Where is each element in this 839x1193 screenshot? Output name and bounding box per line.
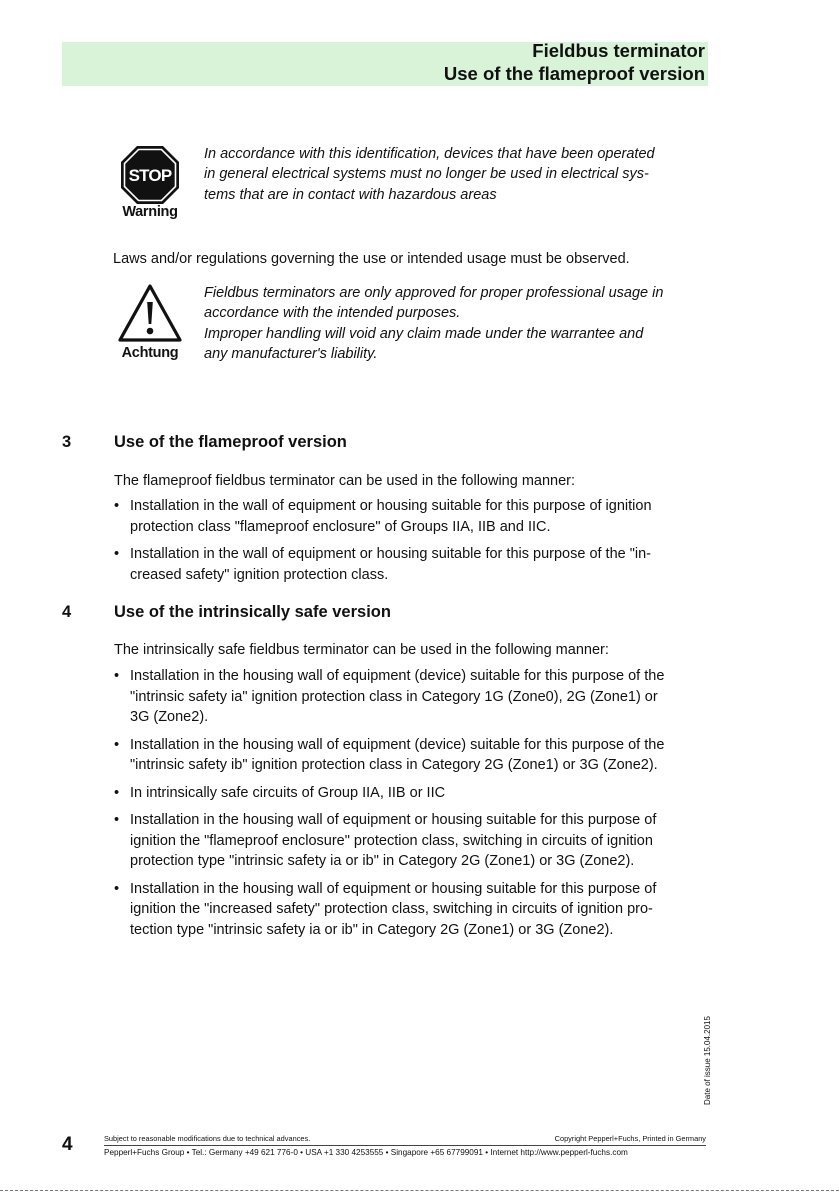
section-number: 3 — [62, 433, 72, 451]
list-item-line: Installation in the housing wall of equipment (device) suitable for this purpose of the — [130, 668, 665, 684]
list-item-line: Installation in the wall of equipment or housing suitable for this purpose of ignition — [130, 498, 652, 514]
caution-line: accordance with the intended purposes. — [204, 305, 461, 322]
footer-copyright: Copyright Pepperl+Fuchs, Printed in Germany — [554, 1134, 706, 1143]
bullet-glyph: • — [114, 546, 120, 562]
stop-sign-text: STOP — [128, 166, 172, 185]
warning-line: In accordance with this identification, devices that have been operated — [204, 146, 655, 162]
caution-line: Improper handling will void any claim made under the warrantee and — [204, 325, 644, 342]
list-item-line: Installation in the wall of equipment or housing suitable for this purpose of the "in- — [130, 546, 652, 562]
list-item — [114, 544, 708, 585]
caution-line: any manufacturer's liability. — [204, 345, 378, 362]
list-item-line: "intrinsic safety ib" ignition protection class in Category 2G (Zone1) or 3G (Zone2). — [130, 757, 658, 773]
list-item — [114, 879, 708, 941]
header-title: Fieldbus terminator — [532, 40, 705, 61]
bullet-list — [114, 496, 708, 592]
warning-icon-block — [112, 144, 188, 220]
section-title: Use of the intrinsically safe version — [114, 603, 391, 621]
list-item — [114, 496, 708, 537]
list-item-line: ignition the "increased safety" protection class, switching in circuits of ignition pro- — [130, 901, 653, 917]
bullet-glyph: • — [114, 784, 120, 801]
issue-date: Date of issue 15.04.2015 — [703, 1016, 712, 1105]
warning-line: in general electrical systems must no longer be used in electrical sys- — [204, 166, 649, 183]
section-intro: The flameproof fieldbus terminator can be used in the following manner: — [114, 473, 576, 489]
laws-statement: Laws and/or regulations governing the use or intended usage must be observed. — [113, 251, 630, 267]
header-subtitle: Use of the flameproof version — [443, 63, 705, 84]
page-cut-line — [0, 1190, 839, 1191]
caution-line: Fieldbus terminators are only approved for proper professional usage in — [204, 285, 664, 301]
list-item-line: creased safety" ignition protection class. — [130, 566, 389, 583]
list-item — [114, 810, 708, 872]
list-item — [114, 666, 708, 728]
caution-caption: Achtung — [121, 345, 179, 361]
warning-caption: Warning — [122, 204, 178, 220]
bullet-glyph: • — [114, 498, 120, 514]
section-number: 4 — [62, 603, 72, 621]
list-item-line: 3G (Zone2). — [130, 709, 209, 725]
list-item-line: protection class "flameproof enclosure" of Groups IIA, IIB and IIC. — [130, 518, 551, 535]
list-item-line: protection type "intrinsic safety ia or ib" in Category 2G (Zone1) or 3G (Zone2). — [130, 853, 635, 869]
bullet-list — [114, 666, 708, 947]
list-item-line: "intrinsic safety ia" ignition protection class in Category 1G (Zone0), 2G (Zone1) or — [130, 688, 658, 705]
page-number: 4 — [62, 1134, 73, 1155]
bullet-glyph: • — [114, 880, 120, 897]
list-item-line: Installation in the housing wall of equipment or housing suitable for this purpose of — [130, 880, 657, 897]
stop-sign-icon — [119, 144, 181, 206]
list-item-line: Installation in the housing wall of equipment (device) suitable for this purpose of the — [130, 736, 665, 753]
exclamation-triangle-icon — [117, 283, 183, 343]
section-title: Use of the flameproof version — [114, 433, 347, 451]
footer-contact-line: Pepperl+Fuchs Group • Tel.: Germany +49 621 776-0 • USA +1 330 4253555 • Singapore +65 67799091 • Internet http://www.pepperl-fuchs.com — [104, 1148, 628, 1157]
warning-text — [204, 144, 712, 205]
caution-icon-block — [112, 283, 188, 361]
caution-text — [204, 283, 712, 364]
bullet-glyph: • — [114, 736, 120, 753]
bullet-glyph: • — [114, 668, 120, 684]
list-item-line: tection type "intrinsic safety ia or ib" in Category 2G (Zone1) or 3G (Zone2). — [130, 921, 614, 938]
list-item — [114, 735, 708, 776]
list-item — [114, 783, 708, 804]
bullet-glyph: • — [114, 812, 120, 828]
list-item-line: ignition the "flameproof enclosure" protection class, switching in circuits of ignition — [130, 832, 653, 849]
section-intro: The intrinsically safe fieldbus terminator can be used in the following manner: — [114, 642, 609, 658]
list-item-line: In intrinsically safe circuits of Group IIA, IIB or IIC — [130, 784, 446, 801]
warning-line: tems that are in contact with hazardous areas — [204, 186, 497, 203]
footer-disclaimer: Subject to reasonable modifications due to technical advances. — [104, 1134, 311, 1143]
list-item-line: Installation in the housing wall of equipment or housing suitable for this purpose of — [130, 812, 657, 828]
footer-divider — [104, 1145, 706, 1146]
